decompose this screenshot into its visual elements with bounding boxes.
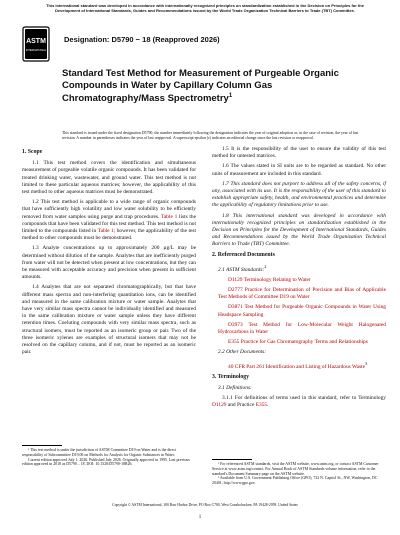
- title-footnote-marker[interactable]: 1: [228, 93, 233, 99]
- left-column: [22, 146, 196, 359]
- cfr-footnote-marker[interactable]: 3: [365, 360, 368, 366]
- reference-code[interactable]: D2777: [228, 287, 243, 294]
- section-heading-scope: 1. Scope: [22, 149, 43, 155]
- paragraph-3-1-1: [212, 395, 386, 409]
- paragraph-1-5: 1.5 It is the responsibility of the user to ensure the validity of this test method for untested matrices.: [212, 146, 386, 160]
- footnote-1-edition: Current edition approved July 1, 2026. Published July 2026. Originally approved in 1995. Last previous edition approved in 2018 as D5790 – 18. DOI: 10.1520/D5790-18R26.: [22, 457, 190, 467]
- page-number: 1: [198, 515, 202, 520]
- paragraph-1-7-text: 1.7 This standard does not purport to address all of the safety concerns, if any, associated with its use. It is the responsibility of the user of this standard to establish appropriate safety, health, and environmental practices and determine the applicability of regulatory limitations prior to use.: [212, 180, 386, 209]
- paragraph-1-2-text-b: lists the compounds that have been validated for this test method. This test method is not limited to the compounds listed in: [22, 213, 196, 235]
- svg-text:ASTM: ASTM: [26, 38, 46, 45]
- definitions-label: [218, 385, 386, 392]
- reference-item[interactable]: [218, 322, 386, 336]
- footnotes-right: [212, 462, 386, 486]
- section-heading-referenced-documents: 2. Referenced Documents: [212, 251, 275, 258]
- other-documents-text: 2.2 Other Documents:: [218, 349, 267, 356]
- reference-list: [212, 277, 386, 347]
- paragraph-1-2-text-c: ; however, the applicability of the test method to other compounds must be demonstrated.: [22, 228, 196, 242]
- astm-logo-icon: [22, 26, 50, 62]
- footnotes-left: [22, 448, 196, 467]
- reference-item[interactable]: [218, 304, 386, 318]
- paragraph-3-1-1-text-b: and Practice: [227, 402, 255, 409]
- astm-standards-text: 2.1 ASTM Standards:: [218, 266, 265, 273]
- paragraph-1-1: 1.1 This test method covers the identification and simultaneous measurement of purgeable volatile organic compounds. It has been validated for treated drinking water, wastewater, and ground water. This test method is not limited to these particular aqueous matrices; however, the applicability of this test method to other aqueous matrices must be demonstrated.: [22, 160, 196, 196]
- standard-designation-note: This standard is issued under the fixed designation D5790; the number immediately following the designation indicates the year of original adoption or, in the case of revision, the year of last revision. A number in parentheses indicates the year of last reapproval. A superscript epsilon (ε) indicates an editorial change since the last revision or reapproval.: [62, 131, 359, 140]
- svg-text:INTERNATIONAL: INTERNATIONAL: [25, 49, 47, 52]
- reference-code[interactable]: E355: [228, 339, 240, 346]
- standard-title: [62, 68, 362, 105]
- reference-title[interactable]: Test Method for Purgeable Organic Compounds in Water Using Headspace Sampling: [218, 304, 386, 318]
- table-1-link-2[interactable]: Table 1: [97, 228, 114, 235]
- astm-footnote-marker[interactable]: 2: [264, 263, 267, 269]
- international-standard-notice: This international standard was developed in accordance with internationally recognized principles on standardization established in the Decision on Principles for the Development of International Standards, Guides and Recommendations issued by the World Trade Organization Technical Barriers to Trade (TBT) Committee.: [46, 3, 364, 13]
- paragraph-1-8: [212, 213, 386, 249]
- footnote-divider-right: [212, 459, 252, 460]
- cfr-reference-link[interactable]: 40 CFR Part 261 Identification and Listing of Hazardous Waste: [228, 363, 366, 370]
- reference-code[interactable]: D3973: [228, 321, 243, 328]
- reference-code[interactable]: D1129: [228, 276, 243, 283]
- footnote-divider-left: [22, 445, 62, 446]
- paragraph-3-1-1-text-c: .: [267, 402, 269, 409]
- reference-code[interactable]: D3871: [228, 304, 243, 311]
- d1129-link[interactable]: D1129: [212, 402, 227, 409]
- copyright-line: Copyright © ASTM International, 100 Barr Harbor Drive, PO Box C700, West Conshohocken, PA 19428-2959. United States: [112, 503, 298, 507]
- footnote-1: ¹ This test method is under the jurisdiction of ASTM Committee D19 on Water and is the direct responsibility of Subcommittee D19.06 on Methods for Analysis for Organic Substances in Water.: [22, 448, 177, 457]
- paragraph-1-2-text: 1.2 This test method is applicable to a wide range of organic compounds that have sufficiently high volatility and low water solubility to be efficiently removed from water samples using purge and trap procedures.: [22, 199, 196, 220]
- standard-title-text: Standard Test Method for Measurement of Purgeable Organic Compounds in Water by Capillary Column Gas Chromatography/Mass Spectrometry: [62, 68, 339, 105]
- reference-title[interactable]: Test Method for Low-Molecular Weight Halogenated Hydrocarbons in Water: [218, 321, 386, 336]
- reference-item[interactable]: [218, 277, 386, 284]
- other-documents-label: [218, 349, 386, 356]
- reference-title[interactable]: Practice for Determination of Precision and Bias of Applicable Test Methods of Committee D19 on Water: [218, 287, 386, 301]
- paragraph-1-6: 1.6 The values stated in SI units are to be regarded as standard. No other units of measurement are included in this standard.: [212, 163, 386, 177]
- footnote-2: ² For referenced ASTM standards, visit the ASTM website, www.astm.org, or contact ASTM Customer Service at www.astm.org/contact. For Annual Book of ASTM Standards volume information, refer to the standard's Document Summary page on the ASTM website.: [212, 462, 379, 476]
- right-column: [212, 146, 386, 412]
- astm-standards-label: [218, 263, 386, 274]
- paragraph-1-8-text: 1.8 This international standard was developed in accordance with internationally recognized principles on standardization established in the Decision on Principles for the Development of International Standards, Guides and Recommendations issued by the World Trade Organization Technical Barriers to Trade (TBT) Committee.: [212, 212, 386, 248]
- paragraph-1-3: 1.3 Analyte concentrations up to approximately 200 µg/L may be determined without dilution of the sample. Analytes that are inefficiently purged from water will not be detected when present at low concentrations, but they can be measured with acceptable accuracy and precision when present in sufficient amounts.: [22, 245, 196, 281]
- paragraph-1-2: [22, 199, 196, 242]
- paragraph-3-1-1-text: 3.1.1 For definitions of terms used in this standard, refer to Terminology: [222, 395, 386, 402]
- footnote-3: ³ Available from U.S. Government Publishing Office (GPO), 732 N. Capitol St., NW, Washington, DC 20401, http://www.gpo.gov.: [212, 476, 378, 486]
- definitions-text: 3.1 Definitions:: [218, 384, 252, 391]
- table-1-link[interactable]: Table 1: [160, 213, 178, 220]
- reference-title[interactable]: Terminology Relating to Water: [243, 276, 311, 283]
- paragraph-1-7: [212, 181, 386, 210]
- reference-item[interactable]: [218, 287, 386, 301]
- designation: Designation: D5790 − 18 (Reapproved 2026): [64, 35, 220, 44]
- e355-link[interactable]: E355: [255, 402, 268, 409]
- paragraph-1-4: 1.4 Analytes that are not separated chromatographically, but that have different mass spectra and non-interfering quantitation ions, can be identified and measured in the same calibration mixture or water sample. Analytes that have very similar mass spectra cannot be individually identified and measured in the same calibration mixture or water sample unless they have different retention times. Coeluting compounds with very similar mass spectra, such as structural isomers, must be reported as an isomeric group or pair. Two of the three isomeric xylenes are examples of structural isomers that may not be resolved on the capillary column, and if not, must be reported as an isomeric pair.: [22, 284, 196, 356]
- reference-title[interactable]: Practice for Gas Chromatography Terms and Relationships: [240, 339, 368, 346]
- reference-item[interactable]: [218, 339, 386, 346]
- cfr-reference[interactable]: [212, 360, 386, 371]
- section-heading-terminology: 3. Terminology: [212, 373, 250, 380]
